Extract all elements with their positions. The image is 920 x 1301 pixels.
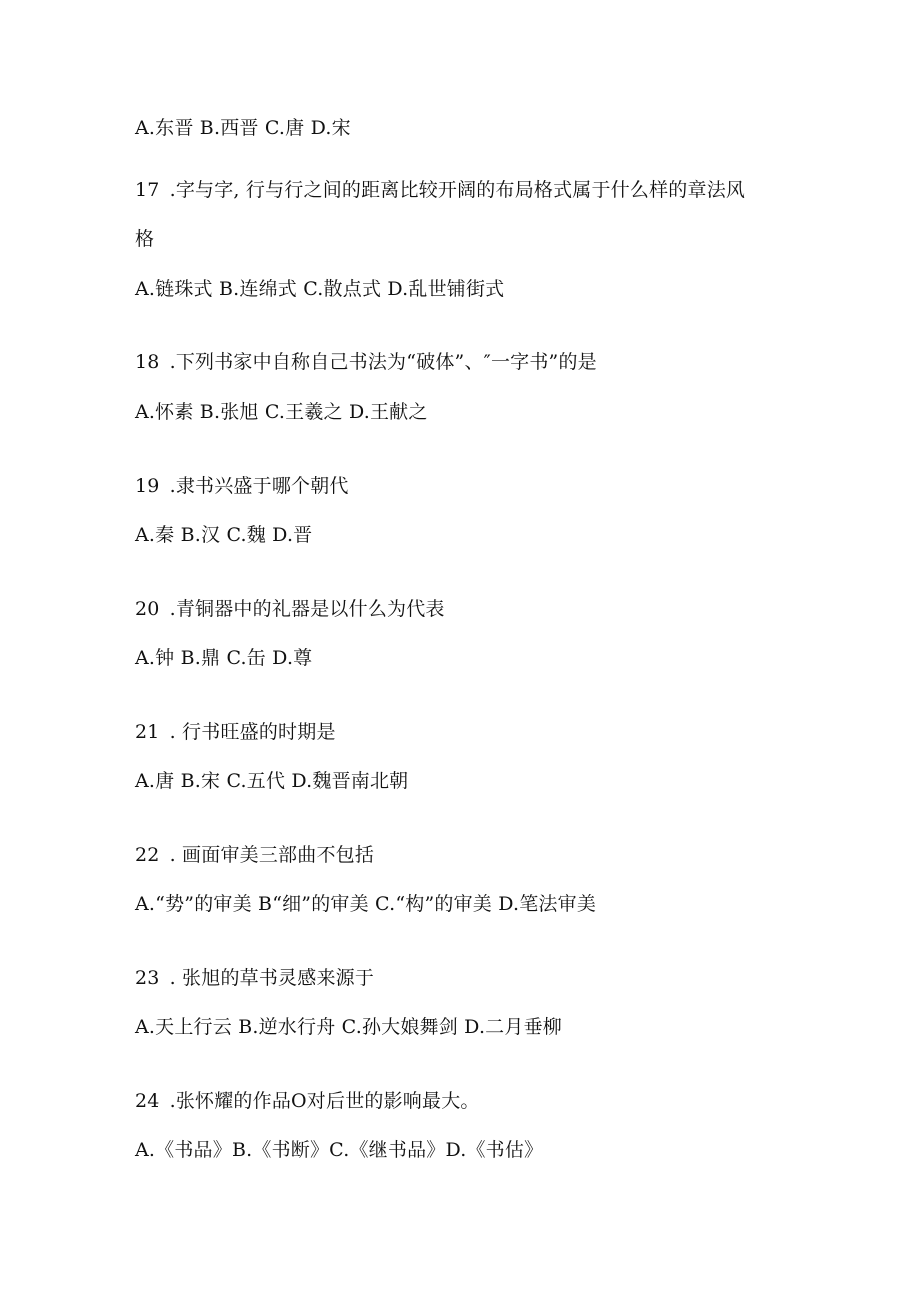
answer-options-20: A.钟 B.鼎 C.缶 D.尊 <box>135 647 313 669</box>
question-number: 23 <box>135 967 160 989</box>
question-text: . 行书旺盛的时期是 <box>169 721 336 743</box>
question-17-continuation: 格 <box>135 228 155 250</box>
question-number: 18 <box>135 351 160 373</box>
question-number: 20 <box>135 598 160 620</box>
question-text: .隶书兴盛于哪个朝代 <box>169 475 349 497</box>
question-text: .字与字, 行与行之间的距离比较开阔的布局格式属于什么样的章法风 <box>169 179 746 201</box>
question-number: 17 <box>135 179 160 201</box>
answer-options-21: A.唐 B.宋 C.五代 D.魏晋南北朝 <box>135 770 409 792</box>
question-number: 22 <box>135 844 160 866</box>
answer-options-19: A.秦 B.汉 C.魏 D.晋 <box>135 524 313 546</box>
answer-options-22: A.“势”的审美 B“细”的审美 C.“构”的审美 D.笔法审美 <box>135 893 597 915</box>
question-text: .下列书家中自称自己书法为“破体”、″一字书”的是 <box>169 351 597 373</box>
question-17 <box>135 178 745 202</box>
question-18 <box>135 350 597 374</box>
question-24 <box>135 1089 480 1113</box>
question-23 <box>135 966 374 990</box>
question-number: 21 <box>135 721 160 743</box>
question-number: 24 <box>135 1090 160 1112</box>
answer-options-16: A.东晋 B.西晋 C.唐 D.宋 <box>135 117 351 139</box>
answer-options-24: A.《书品》B.《书断》C.《继书品》D.《书估》 <box>135 1139 544 1161</box>
question-text: . 张旭的草书灵感来源于 <box>169 967 375 989</box>
question-number: 19 <box>135 475 160 497</box>
question-20 <box>135 597 445 621</box>
answer-options-17: A.链珠式 B.连绵式 C.散点式 D.乱世铺街式 <box>135 278 505 300</box>
question-22 <box>135 843 374 867</box>
question-text: .青铜器中的礼器是以什么为代表 <box>169 598 445 620</box>
question-text: . 画面审美三部曲不包括 <box>169 844 375 866</box>
question-19 <box>135 474 349 498</box>
question-text: .张怀耀的作品O对后世的影响最大。 <box>169 1090 480 1112</box>
answer-options-23: A.天上行云 B.逆水行舟 C.孙大娘舞剑 D.二月垂柳 <box>135 1016 562 1038</box>
answer-options-18: A.怀素 B.张旭 C.王羲之 D.王献之 <box>135 401 428 423</box>
question-21 <box>135 720 336 744</box>
